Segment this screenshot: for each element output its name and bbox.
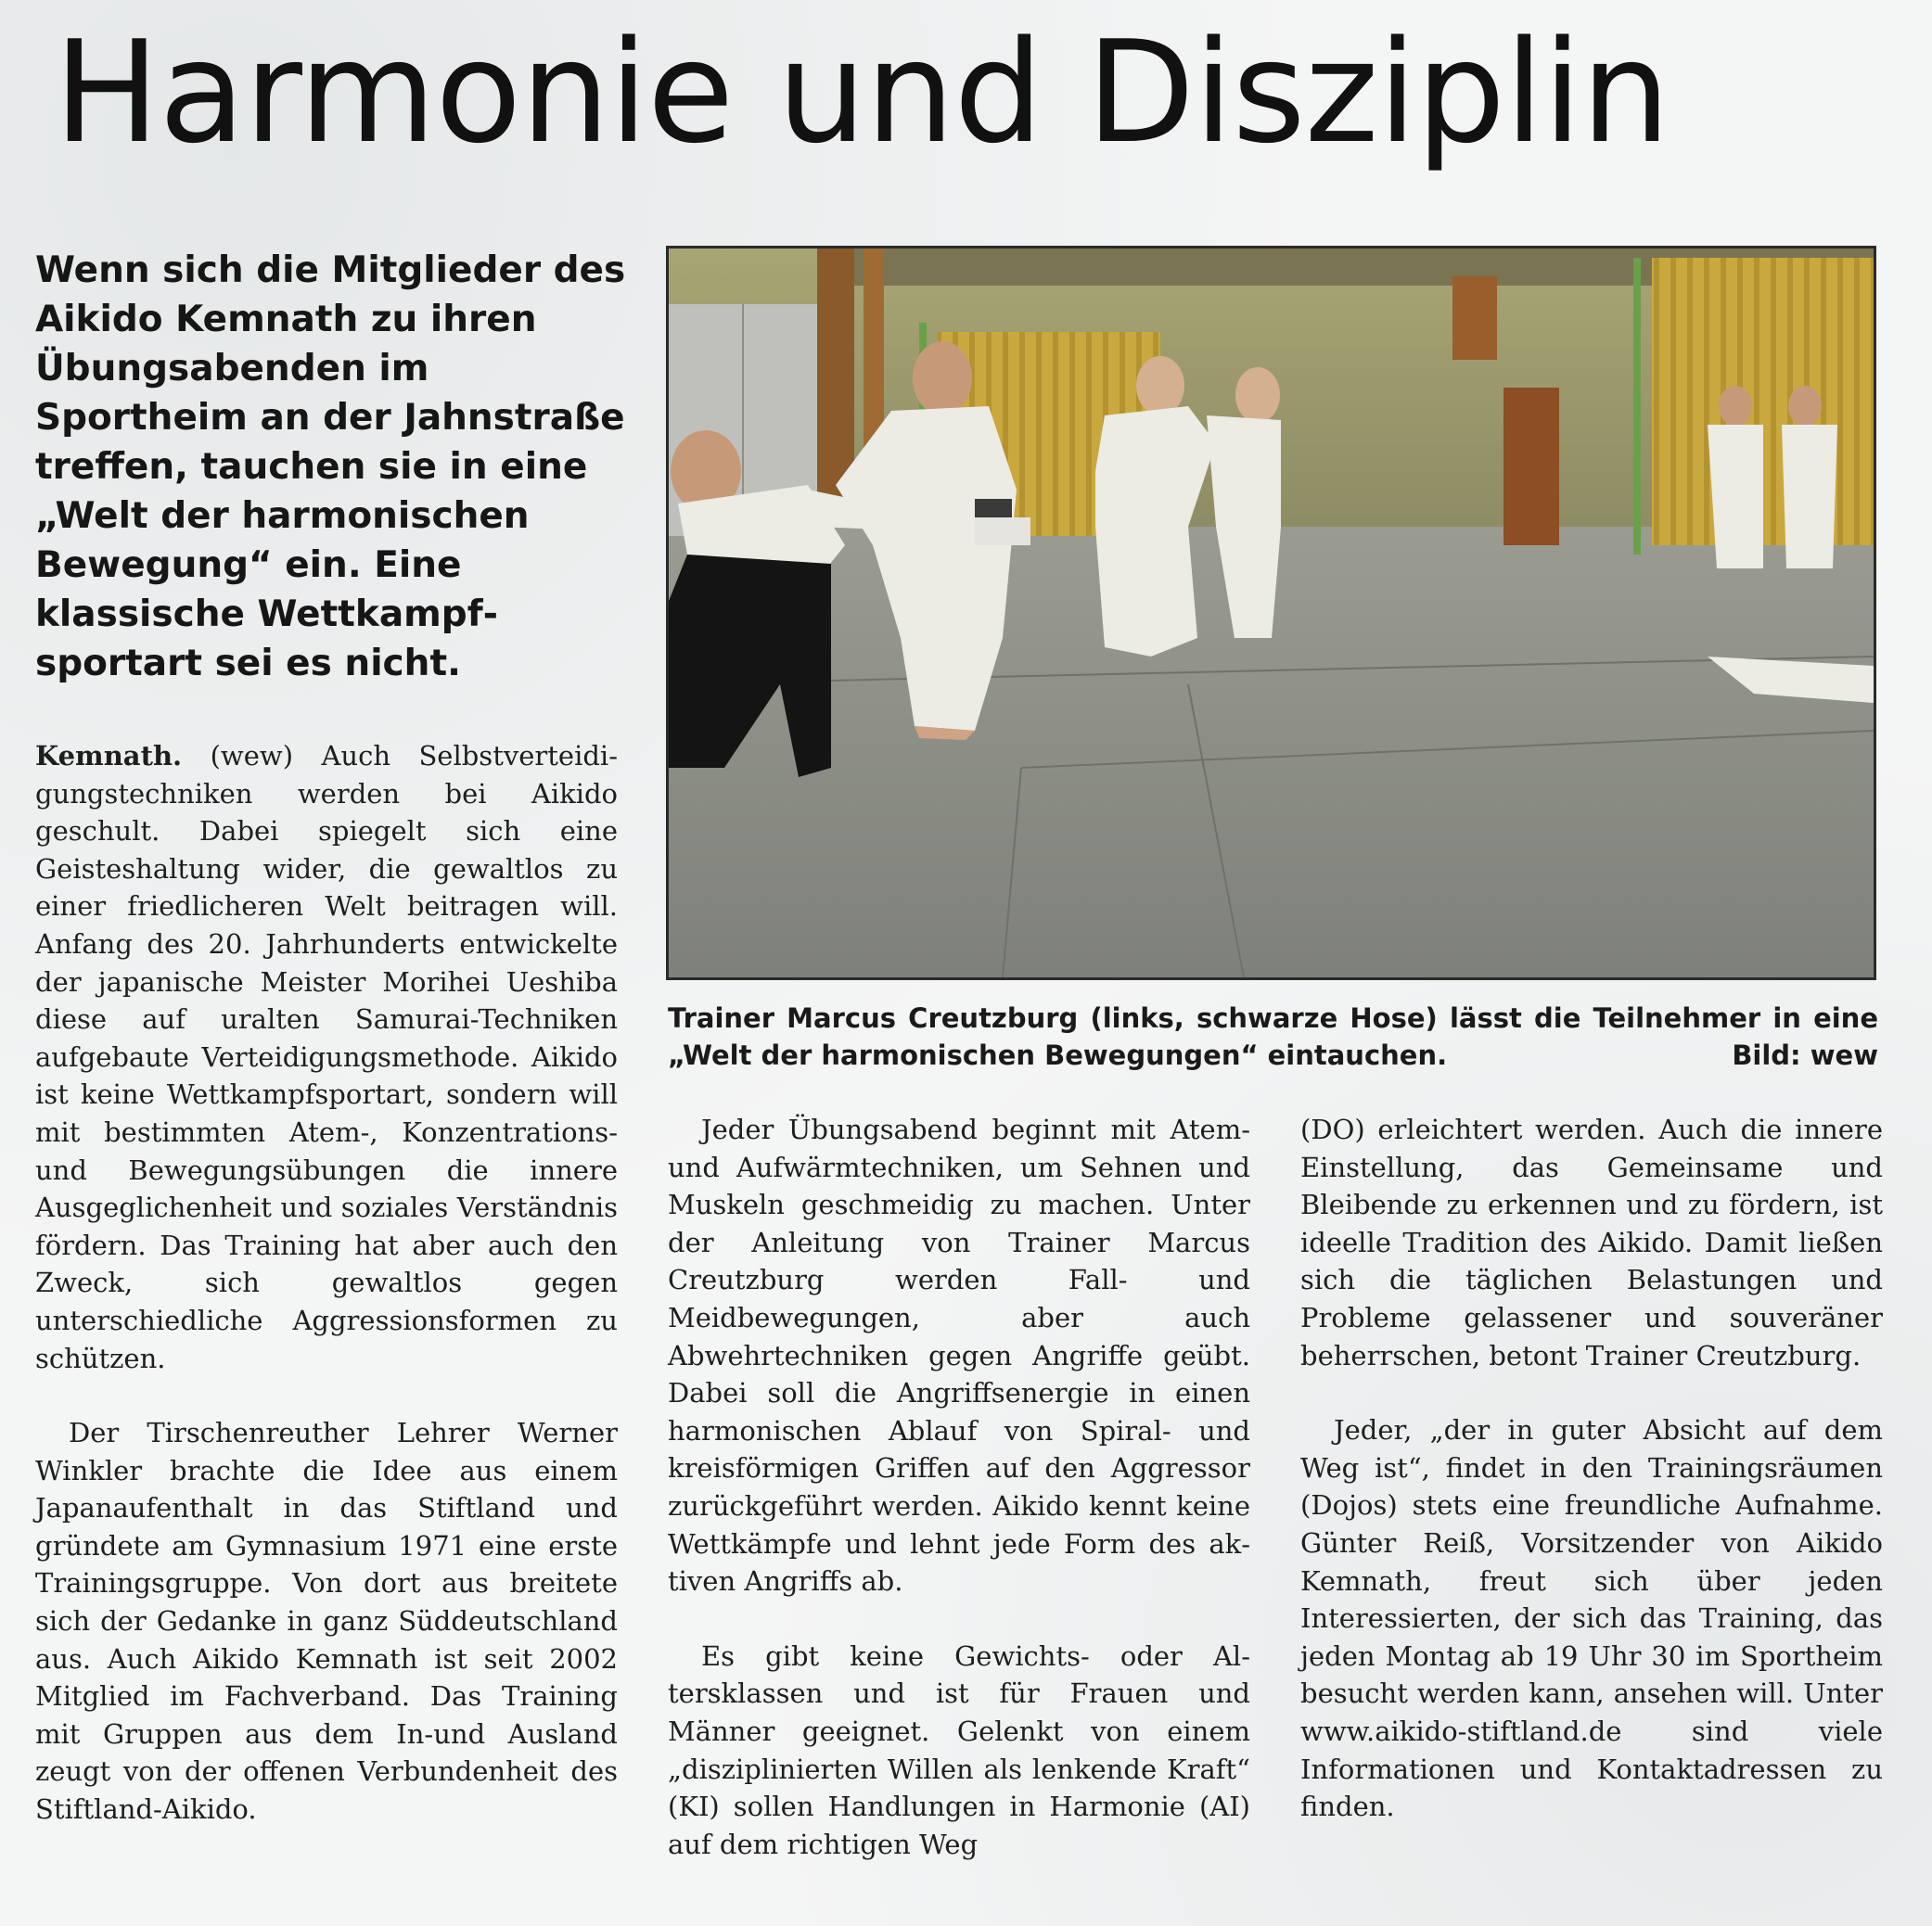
body-paragraph: Jeder, „der in guter Absicht auf dem Weg ist“, findet in den Trainingsräumen (Dojos) stets eine freundliche Aufnahme. Günter Reiß, Vorsitzender von Aikido Kemnath, freut sich über jeden Interessierten, der sich das Training, das jeden Montag ab 19 Uhr 30 im Sportheim besucht werden kann, ansehen will. Unter www.aikido-stiftland.de sind viele Informationen und Kontaktadressen zu finden. — [1300, 1414, 1883, 1823]
text-column-2 — [668, 1111, 1250, 1863]
body-paragraph: Der Tirschenreuther Lehrer Werner Winkler brachte die Idee aus einem Japanaufenthalt in das Stiftland und gründete am Gymnasium 1971 eine erste Trainingsgruppe. Von dort aus breitete sich der Gedanke in ganz Süddeutschland aus. Auch Aikido Kemnath ist seit 2002 Mitglied im Fachverband. Das Training mit Gruppen aus dem In-und Ausland zeugt von der offenen Verbundenheit des Stiftland-Aikido. — [35, 1417, 618, 1826]
body-paragraph — [35, 737, 618, 1377]
body-paragraph: Jeder Übungsabend beginnt mit Atem- und Aufwärmtechniken, um Sehnen und Muskeln geschmeidig zu machen. Unter der Anleitung von Trainer Marcus Creutzburg werden Fall- und Meidbewegungen, aber auch Abwehrtechniken gegen Angriffe geübt. Dabei soll die Angriffsenergie in einen harmonischen Ablauf von Spiral- und kreisförmigen Griffen auf den Aggressor zurückgeführt werden. Aikido kennt keine Wettkämpfe und lehnt jede Form des aktiven Angriffs ab. — [668, 1114, 1250, 1598]
photo-caption: Trainer Marcus Creutzburg (links, schwarze Hose) lässt die Teilnehmer in eine „Welt der harmonischen Bewegungen“ eintauchen. — [668, 1002, 1878, 1071]
article-headline: Harmonie und Disziplin — [54, 10, 1670, 174]
text-column-1 — [35, 737, 618, 1829]
photo-credit: Bild: wew — [1732, 1040, 1878, 1071]
body-paragraph: (DO) erleichtert werden. Auch die innere Einstellung, das Gemeinsame und Bleibende zu erkennen und zu fördern, ist ideelle Tradition des Aikido. Damit ließen sich die täglichen Belastungen und Probleme gelassener und souveräner beherrschen, betont Trainer Creutzburg. — [1300, 1114, 1883, 1371]
body-paragraph-text: (wew) Auch Selbstverteidigungstechniken werden bei Aikido geschult. Dabei spiegelt sich eine Geisteshaltung wider, die gewaltlos zu einer friedlicheren Welt beitragen will. Anfang des 20. Jahrhunderts entwickelte der japanische Meister Morihei Ueshiba diese auf uralten Samurai-Techniken aufgebaute Verteidigungsmethode. Aikido ist keine Wettkampfsportart, sondern will mit bestimmten Atem-, Konzentrations- und Bewegungsübungen die innere Ausgeglichenheit und soziales Verständnis fördern. Das Training hat aber auch den Zweck, sich gewaltlos gegen unterschiedliche Aggressionsformen zu schützen. — [35, 740, 618, 1374]
aikido-training-photo — [669, 249, 1874, 977]
dateline: Kemnath. — [35, 740, 183, 772]
text-column-3 — [1300, 1111, 1883, 1826]
body-paragraph: Es gibt keine Gewichts- oder Altersklassen und ist für Frauen und Männer geeignet. Gelenkt von einem „disziplinierten Willen als lenkende Kraft“ (KI) sollen Handlungen in Harmonie (AI) auf dem richtigen Weg — [668, 1639, 1250, 1860]
article-photo — [666, 246, 1876, 980]
article-lead: Wenn sich die Mitglieder des Aikido Kemnath zu ihren Übungsabenden im Sportheim an der Jahnstraße treffen, tauchen sie in eine „Welt der harmonischen Bewegung“ ein. Eine klassische Wettkampfsportart sei es nicht. — [35, 249, 626, 684]
